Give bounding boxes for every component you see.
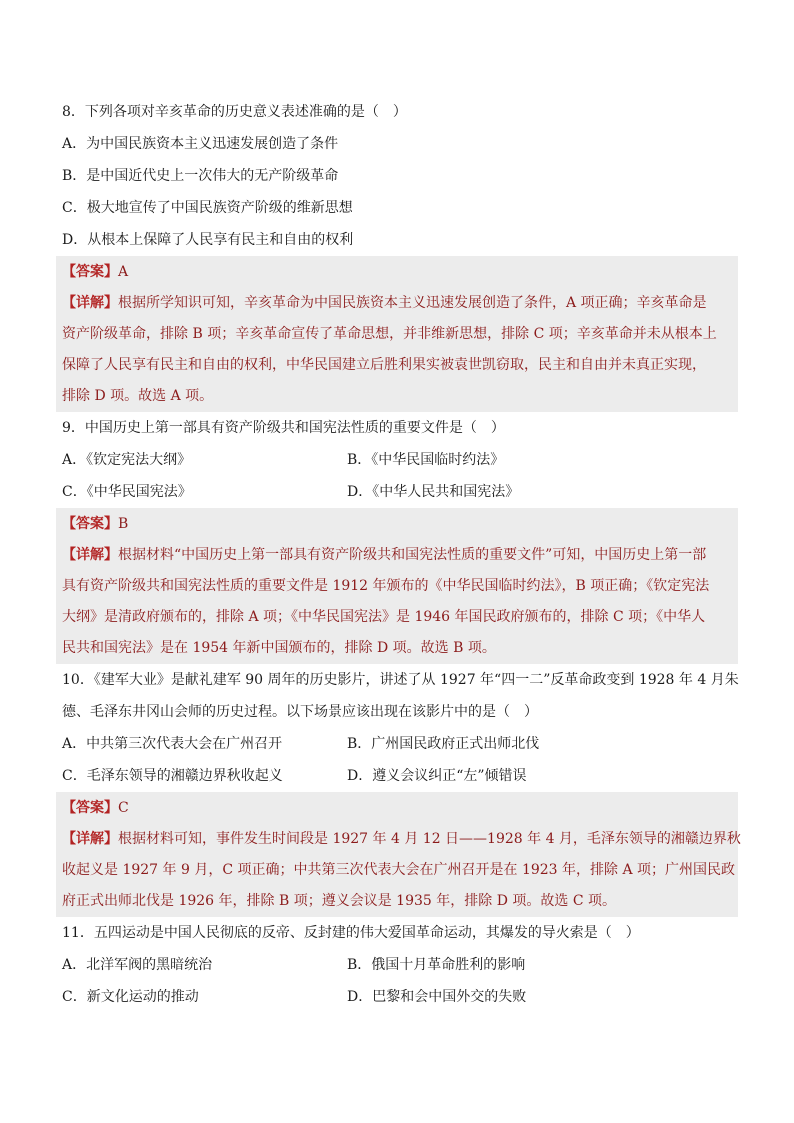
option-c: C．《中华民国宪法》 <box>62 484 192 500</box>
detail <box>62 824 741 917</box>
question-9 <box>62 412 732 664</box>
option-c: C．极大地宣传了中国民族资产阶级的维新思想 <box>62 200 353 216</box>
option-c: C．毛泽东领导的湘赣边界秋收起义 <box>62 768 283 784</box>
option-b: B．《中华民国临时约法》 <box>347 452 505 468</box>
detail <box>62 540 732 664</box>
option-row <box>62 949 732 981</box>
detail-line <box>62 288 732 319</box>
answer-line <box>62 792 732 824</box>
option-c: C．新文化运动的推动 <box>62 989 199 1005</box>
option-d: D．巴黎和会中国外交的失败 <box>347 989 527 1005</box>
detail-line: 排除 D 项。故选 A 项。 <box>62 388 214 404</box>
detail-line <box>62 824 741 855</box>
question-10 <box>62 664 741 917</box>
question-stem: 10．《建军大业》是献礼建军 90 周年的历史影片，讲述了从 1927 年“四一二”反革命政变到 1928 年 4 月朱 <box>62 672 739 688</box>
answer-tag: 【答案】 <box>62 516 118 532</box>
detail-line: 民共和国宪法》是在 1954 年新中国颁布的，排除 D 项。故选 B 项。 <box>62 640 496 656</box>
question-stem: 9．中国历史上第一部具有资产阶级共和国宪法性质的重要文件是（ ） <box>62 420 505 436</box>
detail-line <box>62 540 732 571</box>
question-sheet <box>62 96 741 1013</box>
detail-line: 资产阶级革命，排除 B 项；辛亥革命宣传了革命思想，并非维新思想，排除 C 项；辛亥革命并未从根本上 <box>62 326 717 342</box>
question-stem: 德、毛泽东井冈山会师的历史过程。以下场景应该出现在该影片中的是（ ） <box>62 704 538 720</box>
option-row <box>62 444 732 476</box>
answer-tag: 【答案】 <box>62 800 118 816</box>
answer-block <box>56 508 738 664</box>
detail-text: 根据材料可知，事件发生时间段是 1927 年 4 月 12 日——1928 年 4 月，毛泽东领导的湘赣边界秋 <box>118 831 741 847</box>
detail <box>62 288 732 412</box>
answer-line <box>62 508 732 540</box>
question-stem: 8．下列各项对辛亥革命的历史意义表述准确的是（ ） <box>62 104 407 120</box>
detail-line: 保障了人民享有民主和自由的权利，中华民国建立后胜利果实被袁世凯窃取，民主和自由并未真正实现， <box>62 357 706 373</box>
answer-value: A <box>118 264 129 280</box>
answer-value: B <box>118 516 129 532</box>
detail-tag: 【详解】 <box>62 831 118 847</box>
answer-value: C <box>118 800 129 816</box>
answer-block <box>56 792 741 917</box>
answer-block <box>56 256 738 412</box>
detail-line: 府正式出师北伐是 1926 年，排除 B 项；遵义会议是 1935 年，排除 D 项。故选 C 项。 <box>62 893 616 909</box>
option-a: A．为中国民族资本主义迅速发展创造了条件 <box>62 136 339 152</box>
option-a: A．《钦定宪法大纲》 <box>62 452 192 468</box>
question-11 <box>62 917 732 1013</box>
option-row <box>62 981 732 1013</box>
option-row <box>62 476 732 508</box>
detail-line: 大纲》是清政府颁布的，排除 A 项；《中华民国宪法》是 1946 年国民政府颁布的，排除 C 项；《中华人 <box>62 609 706 625</box>
detail-text: 根据材料“中国历史上第一部具有资产阶级共和国宪法性质的重要文件”可知，中国历史上第一部 <box>118 547 707 563</box>
option-a: A．北洋军阀的黑暗统治 <box>62 957 213 973</box>
detail-tag: 【详解】 <box>62 547 118 563</box>
option-a: A．中共第三次代表大会在广州召开 <box>62 736 283 752</box>
answer-line <box>62 256 732 288</box>
option-row <box>62 728 732 760</box>
option-d: D．《中华人民共和国宪法》 <box>347 484 520 500</box>
detail-line: 具有资产阶级共和国宪法性质的重要文件是 1912 年颁布的《中华民国临时约法》，B 项正确；《钦定宪法 <box>62 578 710 594</box>
option-b: B．俄国十月革命胜利的影响 <box>347 957 526 973</box>
detail-text: 根据所学知识可知，辛亥革命为中国民族资本主义迅速发展创造了条件，A 项正确；辛亥革命是 <box>118 295 707 311</box>
question-8 <box>62 96 732 412</box>
question-stem: 11．五四运动是中国人民彻底的反帝、反封建的伟大爱国革命运动，其爆发的导火索是（ ） <box>62 925 640 941</box>
option-d: D．从根本上保障了人民享有民主和自由的权利 <box>62 232 354 248</box>
detail-line: 收起义是 1927 年 9 月，C 项正确；中共第三次代表大会在广州召开是在 1923 年，排除 A 项；广州国民政 <box>62 862 736 878</box>
option-d: D．遵义会议纠正“左”倾错误 <box>347 768 527 784</box>
option-row <box>62 760 732 792</box>
option-b: B．是中国近代史上一次伟大的无产阶级革命 <box>62 168 339 184</box>
answer-tag: 【答案】 <box>62 264 118 280</box>
option-b: B．广州国民政府正式出师北伐 <box>347 736 540 752</box>
detail-tag: 【详解】 <box>62 295 118 311</box>
